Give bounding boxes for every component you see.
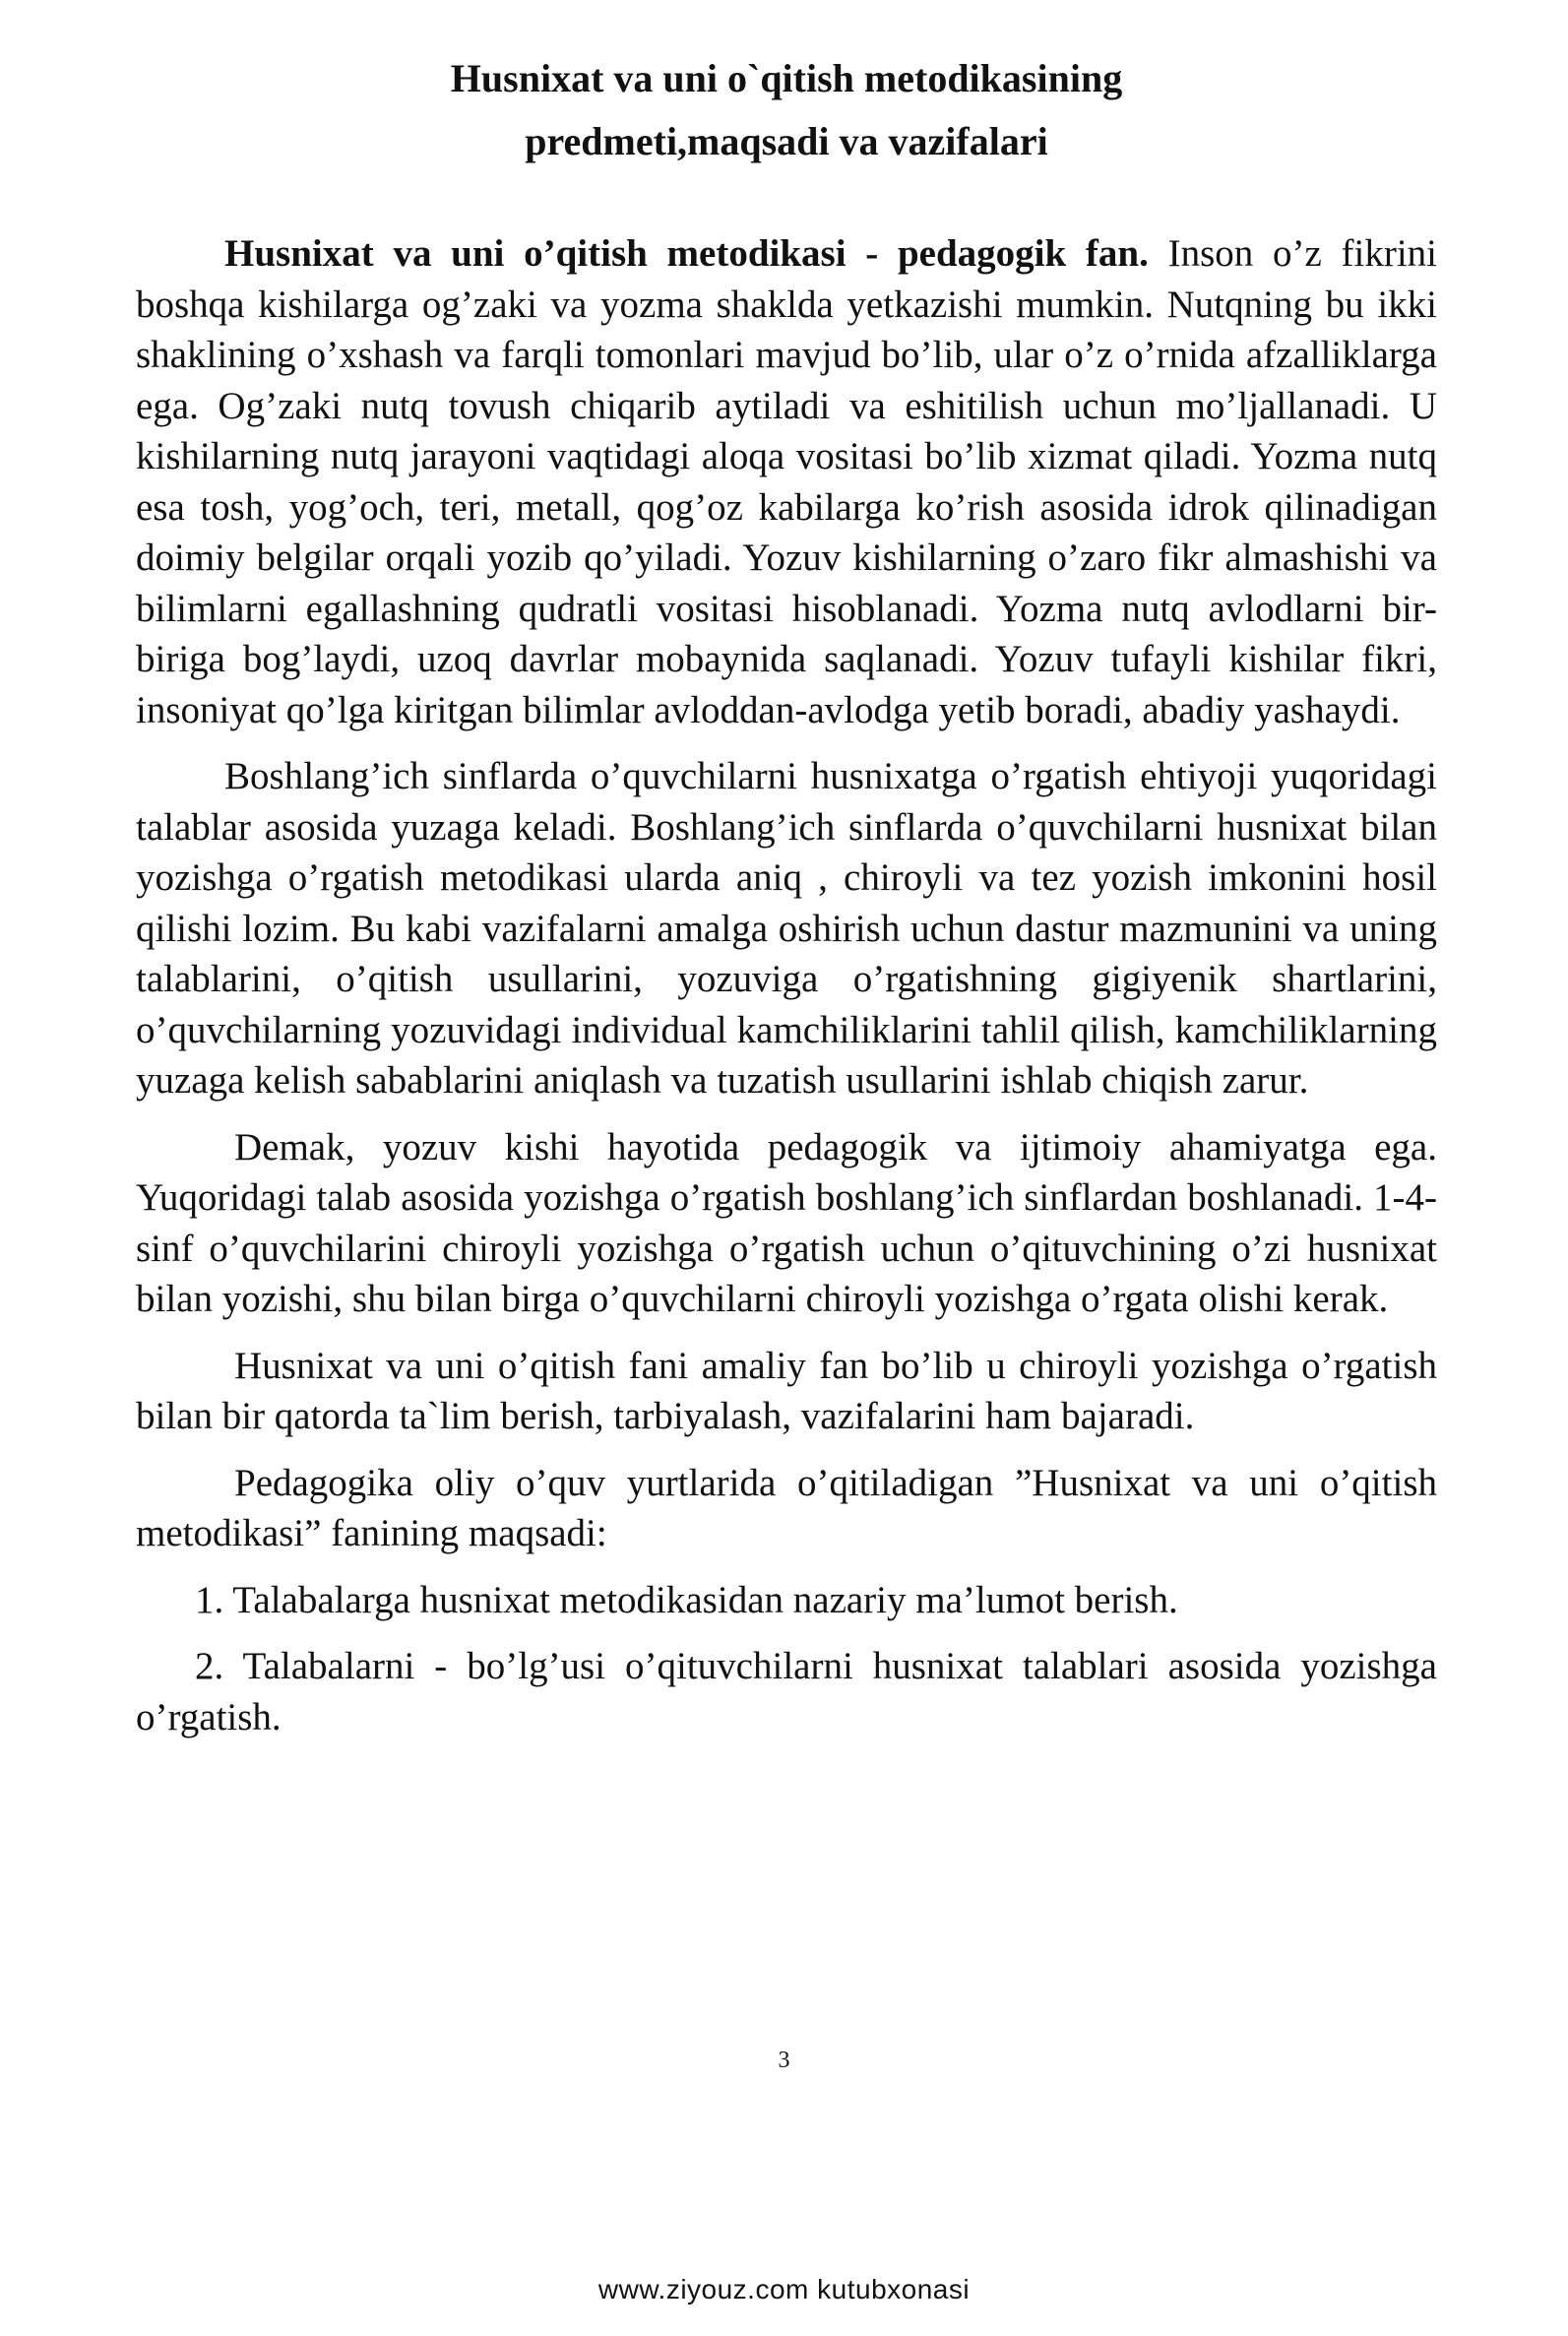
list-item-1: 1. Talabalarga husnixat metodikasidan nazariy ma’lumot berish. xyxy=(195,1578,1178,1621)
paragraph-2: Boshlang’ich sinflarda o’quvchilarni husnixatga o’rgatish ehtiyoji yuqoridagi talablar asosida yuzaga keladi. Boshlang’ich sinflarda o’quvchilarni husnixat bilan yozishga o’rgatish metodikasi ularda aniq , chiroyli va tez yozish imkonini hosil qilishi lozim. Bu kabi vazifalarni amalga oshirish uchun dastur mazmunini va uning talablarini, o’qitish usullarini, yozuviga o’rgatishning gigiyenik shartlarini, o’quvchilarning yozuvidagi individual kamchiliklarini tahlil qilish, kamchiliklarning yuzaga kelish sabablarini aniqlash va tuzatish usullarini ishlab chiqish zarur. xyxy=(136,755,1437,1102)
paragraph-1-lead: Husnixat va uni o’qitish metodikasi - pedagogik fan. xyxy=(224,232,1149,275)
title-line-2: predmeti,maqsadi va vazifalari xyxy=(525,119,1048,163)
paragraph-4: Husnixat va uni o’qitish fani amaliy fan bo’lib u chiroyli yozishga o’rgatish bilan bir qatorda ta`lim berish, tarbiyalash, vazifalarini ham bajaradi. xyxy=(136,1344,1437,1437)
title-line-1: Husnixat va uni o`qitish metodikasining xyxy=(450,56,1123,100)
page-title xyxy=(136,47,1437,173)
list-item-2: 2. Talabalarni - bo’lg’usi o’qituvchilarni husnixat talablari asosida yozishga o’rgatish. xyxy=(136,1645,1437,1738)
footer-source: www.ziyouz.com kutubxonasi xyxy=(597,2274,971,2304)
paragraph-1-text: Inson o’z fikrini boshqa kishilarga og’zaki va yozma shaklda yetkazishi mumkin. Nutqning bu ikki shaklining o’xshash va farqli tomonlari mavjud bo’lib, ular o’z o’rnida afzalliklarga ega. Og’zaki nutq tovush chiqarib aytiladi va eshitilish uchun mo’ljallanadi. U kishilarning nutq jarayoni vaqtidagi aloqa vositasi bo’lib xizmat qiladi. Yozma nutq esa tosh, yog’och, teri, metall, qog’oz kabilarga ko’rish asosida idrok qilinadigan doimiy belgilar orqali yozib qo’yiladi. Yozuv kishilarning o’zaro fikr almashishi va bilimlarni egallashning qudratli vositasi hisoblanadi. Yozma nutq avlodlarni bir-biriga bog’laydi, uzoq davrlar mobaynida saqlanadi. Yozuv tufayli kishilar fikri, insoniyat qo’lga kiritgan bilimlar avloddan-avlodga yetib boradi, abadiy yashaydi. xyxy=(136,232,1437,731)
paragraph-3: Demak, yozuv kishi hayotida pedagogik va ijtimoiy ahamiyatga ega. Yuqoridagi talab asosida yozishga o’rgatish boshlang’ich sinflardan boshlanadi. 1-4-sinf o’quvchilarini chiroyli yozishga o’rgatish uchun o’qituvchining o’zi husnixat bilan yozishi, shu bilan birga o’quvchilarni chiroyli yozishga o’rgata olishi kerak. xyxy=(136,1125,1437,1320)
document-page xyxy=(136,47,1437,1758)
page-number: 3 xyxy=(778,2048,790,2073)
paragraph-5: Pedagogika oliy o’quv yurtlarida o’qitiladigan ”Husnixat va uni o’qitish metodikasi” fanining maqsadi: xyxy=(136,1461,1437,1554)
body-text xyxy=(136,228,1437,1742)
paragraph-1 xyxy=(136,228,1437,735)
